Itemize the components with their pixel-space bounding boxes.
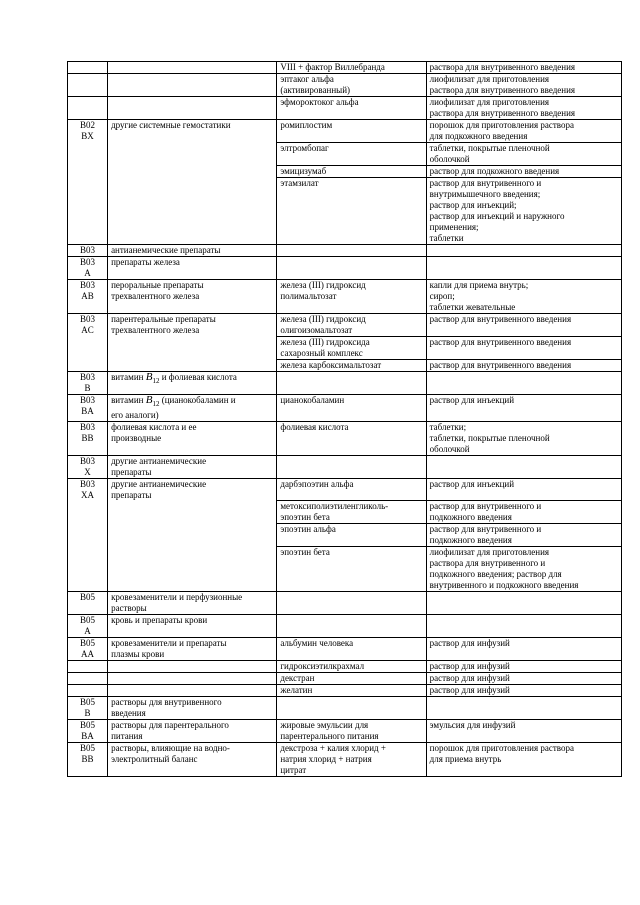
table-row <box>68 478 622 501</box>
drug-name-cell: эмицизумаб <box>277 166 426 178</box>
group-name-cell: другие антианемические препараты <box>108 478 277 501</box>
drug-name-cell: VIII + фактор Виллебранда <box>277 62 426 74</box>
drug-name-cell: фолиевая кислота <box>277 421 426 455</box>
table-row <box>68 360 622 372</box>
group-name-cell: растворы, влияющие на водно- электролитный баланс <box>108 743 277 777</box>
group-name-cell: антианемические препараты <box>108 245 277 257</box>
table-row <box>68 685 622 697</box>
group-name-cell <box>108 360 277 372</box>
drug-name-cell: дарбэпоэтин альфа <box>277 478 426 501</box>
dosage-form-cell: лиофилизат для приготовления раствора для внутривенного введения <box>426 74 621 97</box>
drug-name-cell: желатин <box>277 685 426 697</box>
drug-name-cell: метоксиполиэтиленгликоль- эпоэтин бета <box>277 501 426 524</box>
dosage-form-cell: раствор для внутривенного введения <box>426 360 621 372</box>
table-row <box>68 421 622 455</box>
dosage-form-cell <box>426 372 621 395</box>
group-name-cell <box>108 178 277 245</box>
atc-code-cell <box>68 673 108 685</box>
dosage-form-cell: раствор для инфузий <box>426 638 621 661</box>
drug-name-cell <box>277 592 426 615</box>
table-row <box>68 501 622 524</box>
dosage-form-cell: порошок для приготовления раствора для подкожного введения <box>426 120 621 143</box>
atc-code-cell <box>68 524 108 547</box>
drug-name-cell: железа (III) гидроксид олигоизомальтозат <box>277 314 426 337</box>
atc-code-cell <box>68 166 108 178</box>
table-row <box>68 673 622 685</box>
drug-name-cell <box>277 615 426 638</box>
drug-name-cell: цианокобаламин <box>277 395 426 422</box>
drug-name-cell <box>277 372 426 395</box>
dosage-form-cell <box>426 592 621 615</box>
drug-name-cell <box>277 257 426 280</box>
vitamin-label: витамин <box>111 395 146 405</box>
atc-code-cell <box>68 661 108 673</box>
group-name-cell: кровезаменители и перфузионные растворы <box>108 592 277 615</box>
drug-name-cell: элтромбопаг <box>277 143 426 166</box>
table-row <box>68 74 622 97</box>
dosage-form-cell: эмульсия для инфузий <box>426 720 621 743</box>
atc-code-cell: B03 B <box>68 372 108 395</box>
atc-code-cell <box>68 74 108 97</box>
atc-code-cell: B05 B <box>68 697 108 720</box>
vitamin-label: витамин <box>111 372 146 382</box>
drug-name-cell <box>277 455 426 478</box>
group-name-cell <box>108 166 277 178</box>
atc-code-cell <box>68 337 108 360</box>
vitamin-description: (цианокобаламин и его аналоги) <box>111 395 236 420</box>
atc-code-cell: B03 BB <box>68 421 108 455</box>
table-row <box>68 245 622 257</box>
atc-code-cell <box>68 360 108 372</box>
group-name-cell <box>108 547 277 592</box>
group-name-cell <box>108 685 277 697</box>
dosage-form-cell: раствор для инъекций <box>426 478 621 501</box>
formula-symbol: B <box>145 394 153 406</box>
table-row <box>68 97 622 120</box>
drug-name-cell: эптаког альфа (активированный) <box>277 74 426 97</box>
group-name-cell: фолиевая кислота и ее производные <box>108 421 277 455</box>
drug-table-body <box>68 62 622 777</box>
document-page <box>67 61 622 777</box>
table-row <box>68 166 622 178</box>
atc-code-cell: B03 BA <box>68 395 108 422</box>
dosage-form-cell: раствор для инфузий <box>426 685 621 697</box>
table-row <box>68 638 622 661</box>
dosage-form-cell: таблетки, покрытые пленочной оболочкой <box>426 143 621 166</box>
dosage-form-cell: раствор для внутривенного введения <box>426 314 621 337</box>
dosage-form-cell: раствор для внутривенного и подкожного введения <box>426 501 621 524</box>
drug-name-cell: железа карбоксимальтозат <box>277 360 426 372</box>
group-name-cell <box>108 372 277 395</box>
group-name-cell: препараты железа <box>108 257 277 280</box>
drug-name-cell: эпоэтин бета <box>277 547 426 592</box>
atc-code-cell: B02 BX <box>68 120 108 143</box>
atc-code-cell: B03 AB <box>68 280 108 314</box>
table-row <box>68 314 622 337</box>
atc-code-cell: B03 A <box>68 257 108 280</box>
group-name-cell <box>108 395 277 422</box>
table-row <box>68 337 622 360</box>
table-row <box>68 280 622 314</box>
table-row <box>68 395 622 422</box>
atc-code-cell: B03 XA <box>68 478 108 501</box>
group-name-cell <box>108 661 277 673</box>
drug-name-cell: железа (III) гидроксида сахарозный комплекс <box>277 337 426 360</box>
group-name-cell: кровь и препараты крови <box>108 615 277 638</box>
atc-code-cell: B05 AA <box>68 638 108 661</box>
group-name-cell: парентеральные препараты трехвалентного железа <box>108 314 277 337</box>
table-row <box>68 120 622 143</box>
table-row <box>68 62 622 74</box>
drug-name-cell: альбумин человека <box>277 638 426 661</box>
atc-code-cell: B03 X <box>68 455 108 478</box>
atc-code-cell: B05 A <box>68 615 108 638</box>
dosage-form-cell <box>426 245 621 257</box>
table-row <box>68 615 622 638</box>
drug-name-cell: ромиплостим <box>277 120 426 143</box>
vitamin-description: и фолиевая кислота <box>159 372 237 382</box>
group-name-cell <box>108 62 277 74</box>
table-row <box>68 592 622 615</box>
drug-name-cell: жировые эмульсии для парентерального питания <box>277 720 426 743</box>
table-row <box>68 143 622 166</box>
drug-name-cell: декстран <box>277 673 426 685</box>
group-name-cell <box>108 673 277 685</box>
dosage-form-cell: раствора для внутривенного введения <box>426 62 621 74</box>
atc-code-cell <box>68 62 108 74</box>
group-name-cell: растворы для внутривенного введения <box>108 697 277 720</box>
group-name-cell: другие антианемические препараты <box>108 455 277 478</box>
dosage-form-cell: раствор для внутривенного введения <box>426 337 621 360</box>
group-name-cell: пероральные препараты трехвалентного железа <box>108 280 277 314</box>
drug-name-cell <box>277 697 426 720</box>
table-row <box>68 372 622 395</box>
dosage-form-cell <box>426 615 621 638</box>
drug-name-cell: этамзилат <box>277 178 426 245</box>
group-name-cell <box>108 97 277 120</box>
dosage-form-cell: раствор для инъекций <box>426 395 621 422</box>
dosage-form-cell: таблетки; таблетки, покрытые пленочной оболочкой <box>426 421 621 455</box>
dosage-form-cell: раствор для подкожного введения <box>426 166 621 178</box>
table-row <box>68 661 622 673</box>
group-name-cell <box>108 74 277 97</box>
table-row <box>68 547 622 592</box>
drug-name-cell: железа (III) гидроксид полимальтозат <box>277 280 426 314</box>
drug-name-cell: эпоэтин альфа <box>277 524 426 547</box>
dosage-form-cell: лиофилизат для приготовления раствора для внутривенного введения <box>426 97 621 120</box>
formula-subscript: 12 <box>152 399 160 408</box>
atc-code-cell: B05 <box>68 592 108 615</box>
group-name-cell: кровезаменители и препараты плазмы крови <box>108 638 277 661</box>
dosage-form-cell <box>426 455 621 478</box>
atc-code-cell: B05 BA <box>68 720 108 743</box>
dosage-form-cell: порошок для приготовления раствора для приема внутрь <box>426 743 621 777</box>
atc-code-cell: B03 <box>68 245 108 257</box>
dosage-form-cell <box>426 697 621 720</box>
atc-code-cell <box>68 143 108 166</box>
atc-code-cell: B03 AC <box>68 314 108 337</box>
dosage-form-cell: раствор для внутривенного и подкожного введения <box>426 524 621 547</box>
table-row <box>68 524 622 547</box>
group-name-cell: другие системные гемостатики <box>108 120 277 143</box>
table-row <box>68 743 622 777</box>
dosage-form-cell: раствор для инфузий <box>426 661 621 673</box>
group-name-cell <box>108 524 277 547</box>
dosage-form-cell: лиофилизат для приготовления раствора для внутривенного и подкожного введения; раствор для внутривенного и подкожного введения <box>426 547 621 592</box>
atc-code-cell <box>68 97 108 120</box>
group-name-cell: растворы для парентерального питания <box>108 720 277 743</box>
table-row <box>68 178 622 245</box>
group-name-cell <box>108 337 277 360</box>
table-row <box>68 720 622 743</box>
drug-name-cell: декстроза + калия хлорид + натрия хлорид + натрия цитрат <box>277 743 426 777</box>
atc-code-cell <box>68 685 108 697</box>
drug-name-cell: эфмороктоког альфа <box>277 97 426 120</box>
table-row <box>68 697 622 720</box>
dosage-form-cell: раствор для инфузий <box>426 673 621 685</box>
atc-code-cell <box>68 501 108 524</box>
dosage-form-cell: раствор для внутривенного и внутримышечного введения; раствор для инъекций; раствор для инъекций и наружного применения; таблетки <box>426 178 621 245</box>
drug-table <box>67 61 622 777</box>
formula-symbol: B <box>145 371 153 383</box>
group-name-cell <box>108 143 277 166</box>
table-row <box>68 257 622 280</box>
dosage-form-cell: капли для приема внутрь; сироп; таблетки жевательные <box>426 280 621 314</box>
atc-code-cell: B05 BB <box>68 743 108 777</box>
group-name-cell <box>108 501 277 524</box>
table-row <box>68 455 622 478</box>
atc-code-cell <box>68 547 108 592</box>
atc-code-cell <box>68 178 108 245</box>
drug-name-cell <box>277 245 426 257</box>
drug-name-cell: гидроксиэтилкрахмал <box>277 661 426 673</box>
dosage-form-cell <box>426 257 621 280</box>
formula-subscript: 12 <box>152 376 160 385</box>
